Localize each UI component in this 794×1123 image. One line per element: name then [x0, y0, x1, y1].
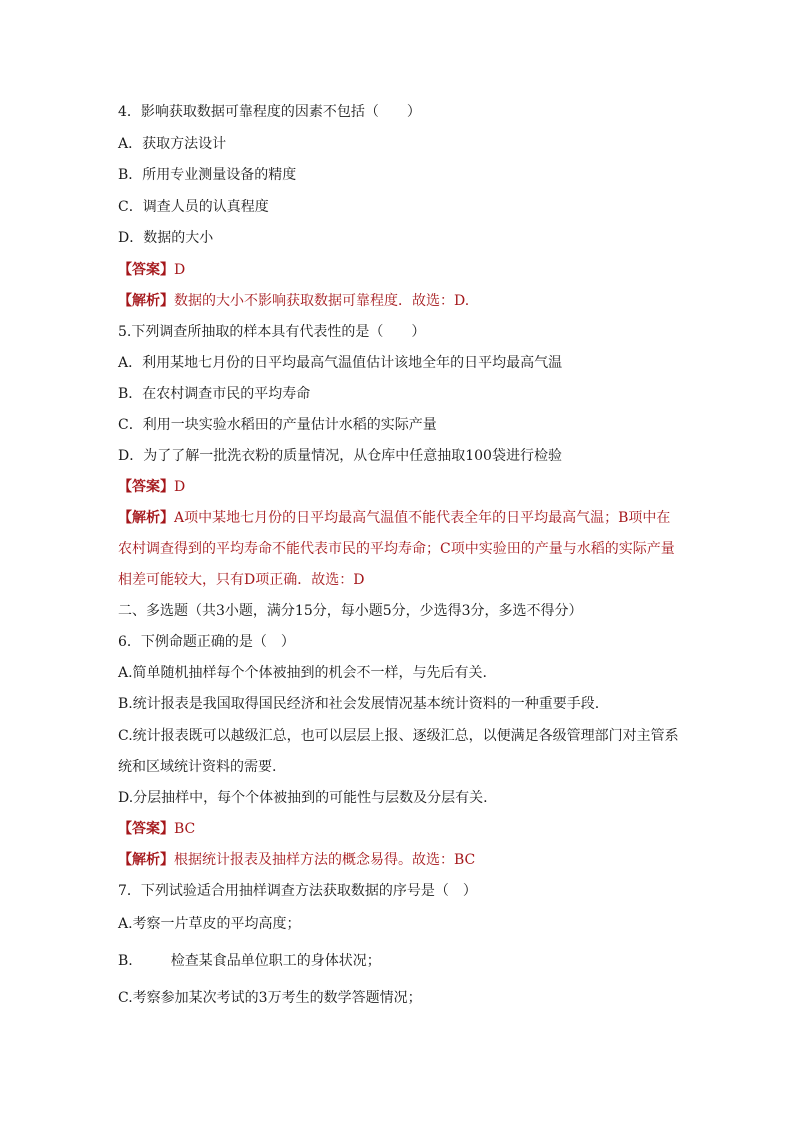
question-4-answer: [118, 260, 694, 280]
question-5-option-b: B．在农村调查市民的平均寿命: [118, 386, 311, 402]
analysis-label: 【解析】: [118, 852, 174, 868]
section-heading-multi-choice: 二、多选题（共3小题，满分15分，每小题5分，少选得3分，多选不得分）: [118, 603, 583, 619]
option-letter: B.: [118, 953, 133, 969]
question-4-option-b: B．所用专业测量设备的精度: [118, 167, 297, 183]
question-4-option-d: D．数据的大小: [118, 230, 214, 246]
question-5-analysis-line-3: 相差可能较大，只有D项正确．故选：D: [118, 572, 365, 588]
question-4-stem: 4．影响获取数据可靠程度的因素不包括（ ）: [118, 104, 421, 120]
question-7-option-a: A.考察一片草皮的平均高度；: [118, 916, 301, 932]
question-6-option-b: B.统计报表是我国取得国民经济和社会发展情况基本统计资料的一种重要手段.: [118, 696, 600, 712]
answer-value: D: [174, 479, 186, 495]
question-6-option-d: D.分层抽样中，每个个体被抽到的可能性与层数及分层有关.: [118, 790, 488, 806]
analysis-label: 【解析】: [118, 510, 174, 526]
analysis-text: 数据的大小不影响获取数据可靠程度．故选：D.: [174, 293, 470, 309]
answer-label: 【答案】: [118, 821, 174, 837]
question-5-analysis-line-2: 农村调查得到的平均寿命不能代表市民的平均寿命；C项中实验田的产量与水稻的实际产量: [118, 541, 675, 557]
question-6-answer: [118, 819, 694, 839]
question-7-stem: 7．下列试验适合用抽样调查方法获取数据的序号是（ ）: [118, 883, 477, 899]
question-5-stem: 5.下列调查所抽取的样本具有代表性的是（ ）: [118, 324, 426, 340]
question-5-answer: [118, 477, 694, 497]
answer-label: 【答案】: [118, 479, 174, 495]
question-6-stem: 6．下例命题正确的是（ ）: [118, 634, 295, 650]
analysis-text: 根据统计报表及抽样方法的概念易得。故选：BC: [174, 852, 476, 868]
option-text: 检查某食品单位职工的身体状况；: [170, 953, 381, 969]
analysis-label: 【解析】: [118, 293, 174, 309]
question-6-analysis: [118, 850, 694, 870]
question-6-option-a: A.简单随机抽样每个个体被抽到的机会不一样，与先后有关.: [118, 665, 488, 681]
question-7-option-c: C.考察参加某次考试的3万考生的数学答题情况；: [118, 990, 422, 1006]
question-5-option-c: C．利用一块实验水稻田的产量估计水稻的实际产量: [118, 417, 437, 433]
question-5-analysis-line-1: [118, 508, 694, 528]
question-4-option-c: C．调查人员的认真程度: [118, 199, 269, 215]
question-6-option-c-line-1: C.统计报表既可以越级汇总，也可以层层上报、逐级汇总，以便满足各级管理部门对主管系: [118, 728, 679, 744]
question-5-option-d: D．为了了解一批洗衣粉的质量情况，从仓库中任意抽取100袋进行检验: [118, 448, 562, 464]
question-7-option-b: [118, 951, 694, 971]
answer-label: 【答案】: [118, 262, 174, 278]
question-6-option-c-line-2: 统和区域统计资料的需要.: [118, 759, 277, 775]
analysis-text: A项中某地七月份的日平均最高气温值不能代表全年的日平均最高气温；B项中在: [174, 510, 671, 526]
question-4-analysis: [118, 291, 694, 311]
question-4-option-a: A．获取方法设计: [118, 136, 227, 152]
answer-value: BC: [174, 821, 196, 837]
question-5-option-a: A．利用某地七月份的日平均最高气温值估计该地全年的日平均最高气温: [118, 355, 563, 371]
answer-value: D: [174, 262, 186, 278]
